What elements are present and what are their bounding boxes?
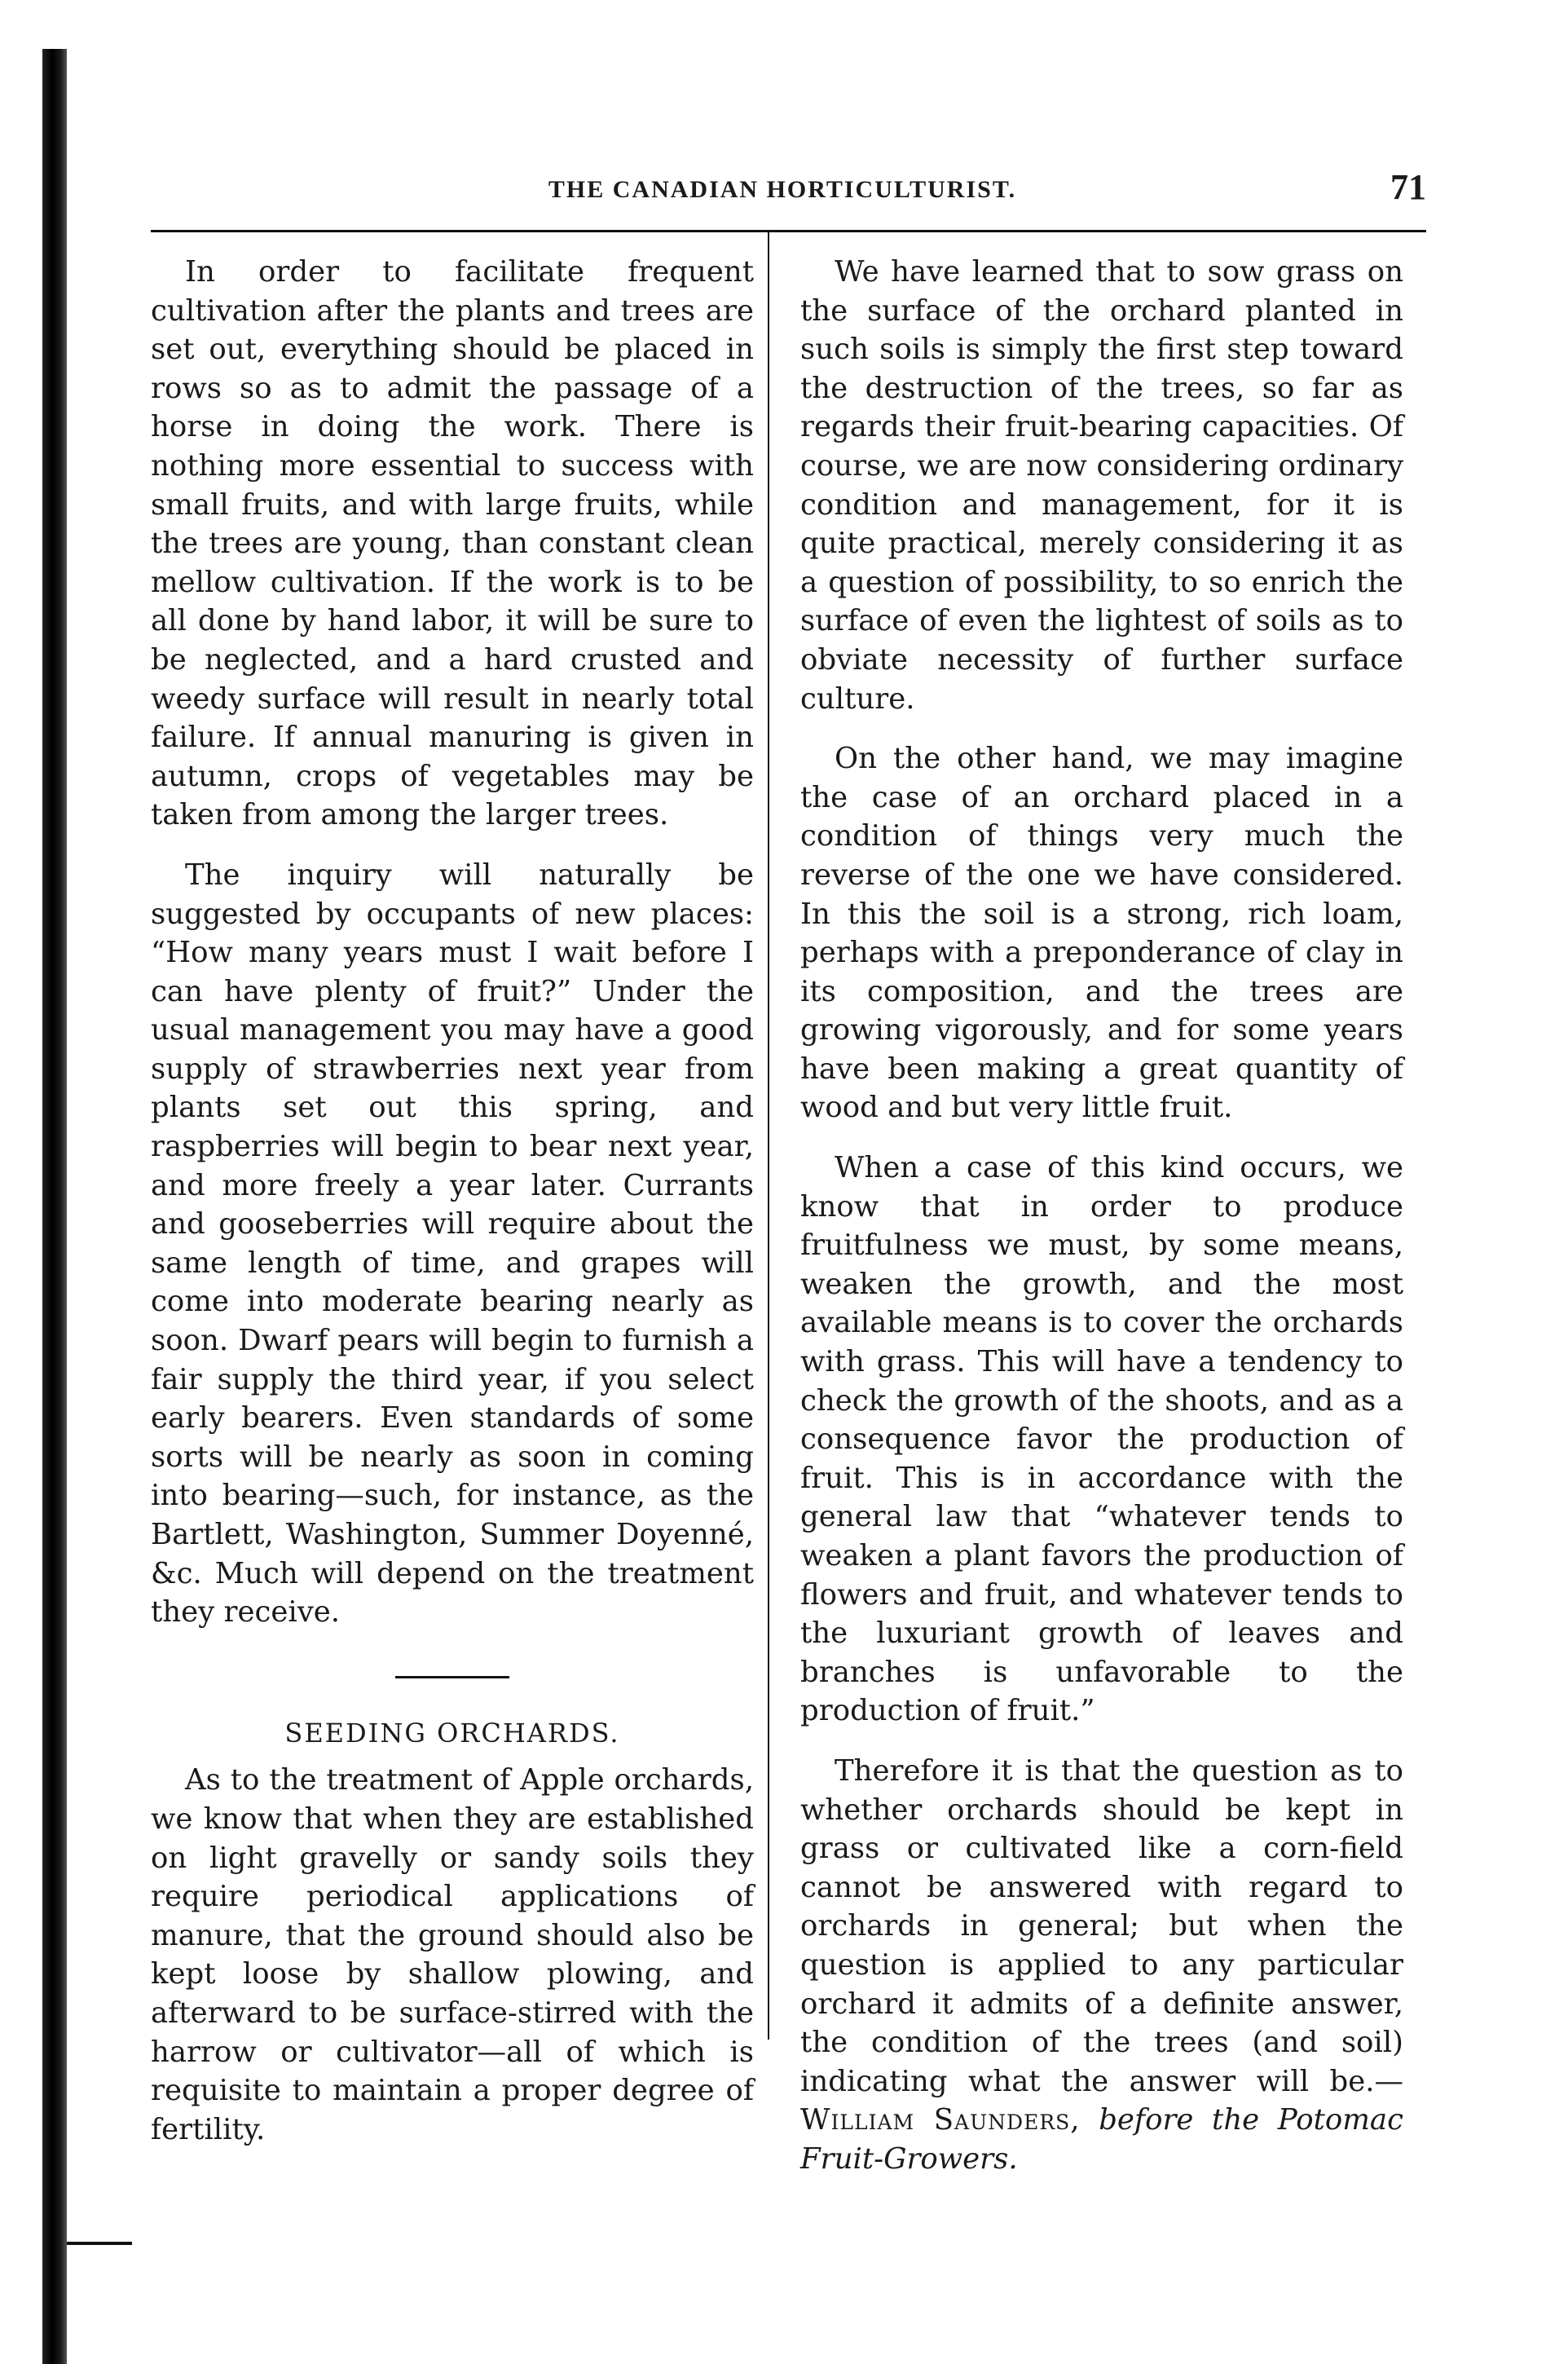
paragraph-conclusion: [800, 1752, 1403, 2179]
paragraph-grass-soils: We have learned that to sow grass on the surface of the orchard planted in such soils is simply the first step toward the destruction of the trees, so far as regards their fruit-bearing capacities. Of course, we are now considering ordinary condition and management, for it is quite practical, merely considering it as a question of possibility, to so enrich the surface of even the lightest of soils as to obviate necessity of further surface culture.: [800, 255, 1403, 716]
paragraph-fruitfulness: When a case of this kind occurs, we know that in order to produce fruitfulness we must, by some means, weaken the growth, and the most available means is to cover the orchards with grass. This will have a tendency to check the growth of the shoots, and as a consequence favor the production of fruit. This is in accordance with the general law that “whatever tends to weaken a plant favors the production of flowers and fruit, and whatever tends to the luxuriant growth of leaves and branches is unfavorable to the production of fruit.”: [800, 1151, 1403, 1728]
source-citation: before the Potomac Fruit-Growers.: [800, 2103, 1403, 2176]
conclusion-text: Therefore it is that the question as to whether orchards should be kept in grass or cultivated like a corn-field cannot be answered with regard to orchards in general; but when the question is applied to any particular orchard it admits of a definite answer, the condition of the trees (and soil) indicating what the answer will be.—: [800, 1753, 1403, 2098]
journal-title: THE CANADIAN HORTICULTURIST.: [548, 176, 1017, 203]
paragraph-apple-orchards: As to the treatment of Apple orchards, we know that when they are established on light gravelly or sandy soils they require periodical applications of manure, that the ground should also be kept loose by shallow plowing, and afterward to be surface-stirred with the harrow or cultivator—all of which is requisite to maintain a proper degree of fertility.: [151, 1763, 754, 2146]
section-heading: SEEDING ORCHARDS.: [284, 1717, 620, 1749]
right-column: [800, 253, 1403, 2200]
left-column: [151, 253, 754, 2170]
running-head: [139, 163, 1426, 220]
spine-foot-mark: [67, 2242, 132, 2245]
paragraph-rich-loam: On the other hand, we may imagine the case of an orchard placed in a condition of things very much the reverse of the one we have considered. In this the soil is a strong, rich loam, perhaps with a preponderance of clay in its composition, and the trees are growing vigorously, and for some years have been making a great quantity of wood and but very little fruit.: [800, 742, 1403, 1125]
section-divider: [395, 1676, 509, 1678]
book-spine-shadow: [42, 49, 67, 2364]
page-number: 71: [1390, 167, 1426, 207]
paragraph-fruit-timing: The inquiry will naturally be suggested by occupants of new places: “How many years must I wait before I can have plenty of fruit?” Under the usual management you may have a good supply of strawberries next year from plants set out this spring, and raspberries will begin to bear next year, and more freely a year later. Currants and gooseberries will require about the same length of time, and grapes will come into moderate bearing nearly as soon. Dwarf pears will begin to furnish a fair supply the third year, if you select early bearers. Even standards of some sorts will be nearly as soon in coming into bearing—such, for instance, as the Bartlett, Washington, Summer Doyenné, &c. Much will depend on the treatment they receive.: [151, 858, 754, 1630]
column-divider: [768, 230, 769, 2040]
author-name: William Saunders,: [800, 2103, 1081, 2137]
header-rule: [151, 230, 1426, 232]
paragraph-cultivation: In order to facilitate frequent cultivation after the plants and trees are set out, everything should be placed in rows so as to admit the passage of a horse in doing the work. There is nothing more essential to success with small fruits, and with large fruits, while the trees are young, than constant clean mellow cultivation. If the work is to be all done by hand labor, it will be sure to be neglected, and a hard crusted and weedy surface will result in nearly total failure. If annual manuring is given in autumn, crops of vegetables may be taken from among the larger trees.: [151, 255, 754, 832]
